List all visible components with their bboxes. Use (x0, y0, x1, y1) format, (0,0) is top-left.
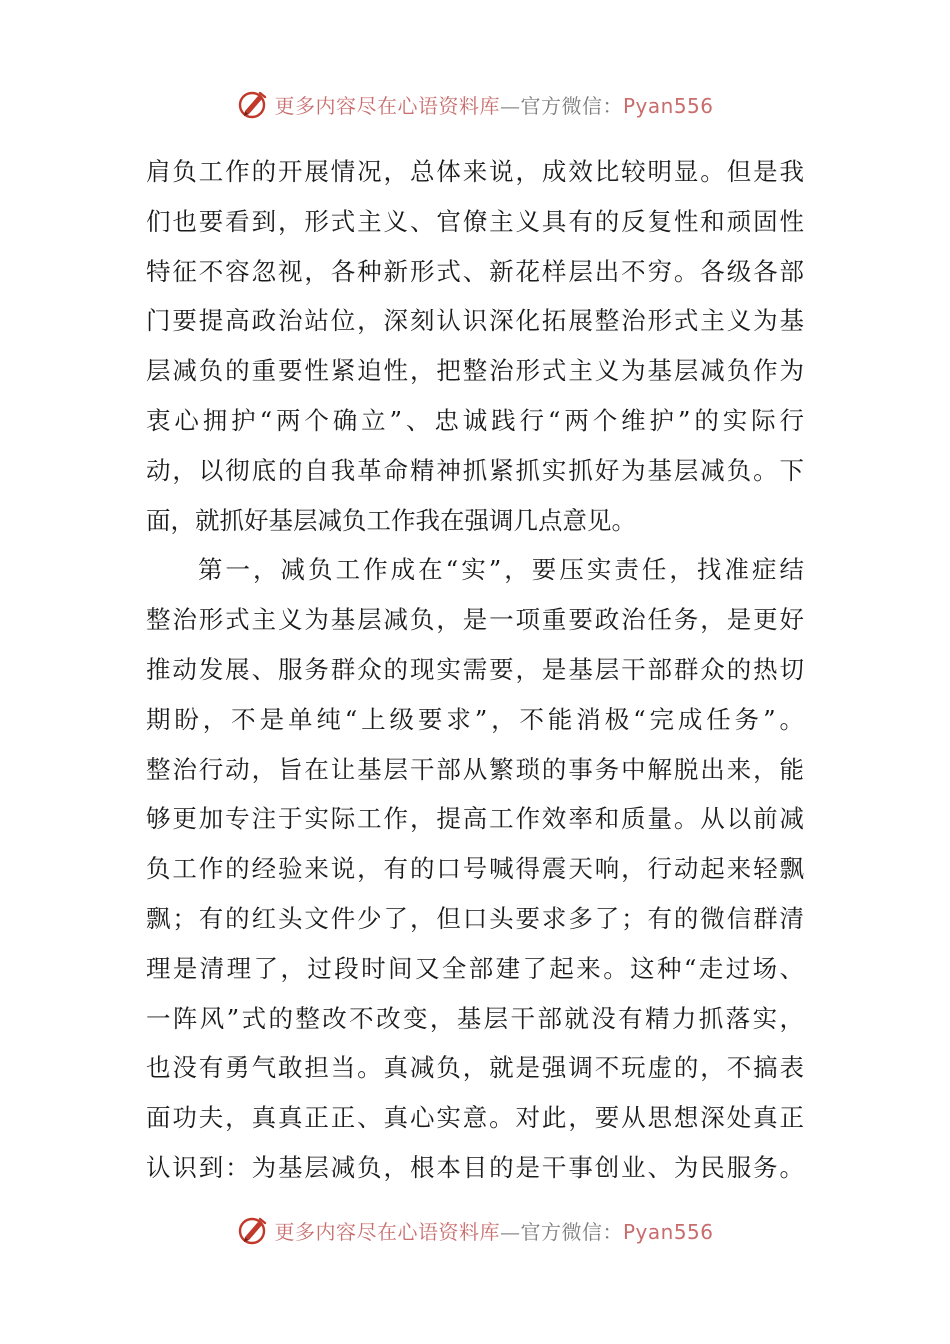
text-line: 肩负工作的开展情况，总体来说，成效比较明显。但是我 (146, 157, 804, 186)
text-line: 特征不容忽视，各种新形式、新花样层出不穷。各级各部 (146, 256, 804, 286)
text-line: 整治形式主义为基层减负，是一项重要政治任务，是更好 (146, 605, 804, 635)
document-body (146, 147, 804, 1193)
watermark-main-text: 更多内容尽在心语资料库 (274, 93, 500, 118)
watermark-separator: — (499, 1219, 521, 1244)
text-line: 推动发展、服务群众的现实需要，是基层干部群众的热切 (146, 654, 804, 684)
text-line: 够更加专注于实际工作，提高工作效率和质量。从以前减 (146, 804, 804, 834)
text-line: 面，就抓好基层减负工作我在强调几点意见。 (146, 505, 636, 535)
text-line: 也没有勇气敢担当。真减负，就是强调不玩虚的，不搞表 (146, 1053, 804, 1083)
pen-logo-icon (236, 1213, 270, 1247)
header-watermark (0, 84, 950, 124)
text-line: 负工作的经验来说，有的口号喊得震天响，行动起来轻飘 (146, 854, 804, 884)
text-line: 飘；有的红头文件少了，但口头要求多了；有的微信群清 (146, 903, 804, 933)
footer-watermark (0, 1210, 950, 1250)
watermark-separator: — (499, 93, 521, 118)
pen-logo-icon (236, 87, 270, 121)
text-line: 认识到：为基层减负，根本目的是干事创业、为民服务。 (146, 1152, 804, 1182)
text-line: 动，以彻底的自我革命精神抓紧抓实抓好为基层减负。下 (146, 455, 804, 485)
text-line: 衷心拥护“两个确立”、忠诚践行“两个维护”的实际行 (146, 405, 804, 435)
text-line: 理是清理了，过段时间又全部建了起来。这种“走过场、 (146, 953, 804, 983)
watermark-label: 官方微信： (520, 93, 623, 118)
text-line: 面功夫，真真正正、真心实意。对此，要从思想深处真正 (146, 1103, 804, 1133)
text-line: 整治行动，旨在让基层干部从繁琐的事务中解脱出来，能 (146, 754, 804, 784)
text-line: 门要提高政治站位，深刻认识深化拓展整治形式主义为基 (146, 306, 804, 336)
watermark-wechat-id: Pyan556 (622, 93, 714, 118)
paragraph (146, 545, 804, 1192)
text-line: 一阵风”式的整改不改变，基层干部就没有精力抓落实， (146, 1003, 804, 1033)
watermark-main-text: 更多内容尽在心语资料库 (274, 1219, 500, 1244)
watermark-wechat-id: Pyan556 (622, 1219, 714, 1244)
watermark-label: 官方微信： (520, 1219, 623, 1244)
text-line: 们也要看到，形式主义、官僚主义具有的反复性和顽固性 (146, 206, 804, 236)
paragraph (146, 147, 804, 545)
text-line: 层减负的重要性紧迫性，把整治形式主义为基层减负作为 (146, 356, 804, 386)
text-line: 期盼，不是单纯“上级要求”，不能消极“完成任务”。 (146, 704, 804, 734)
text-line: 第一，减负工作成在“实”，要压实责任，找准症结 (198, 555, 804, 585)
